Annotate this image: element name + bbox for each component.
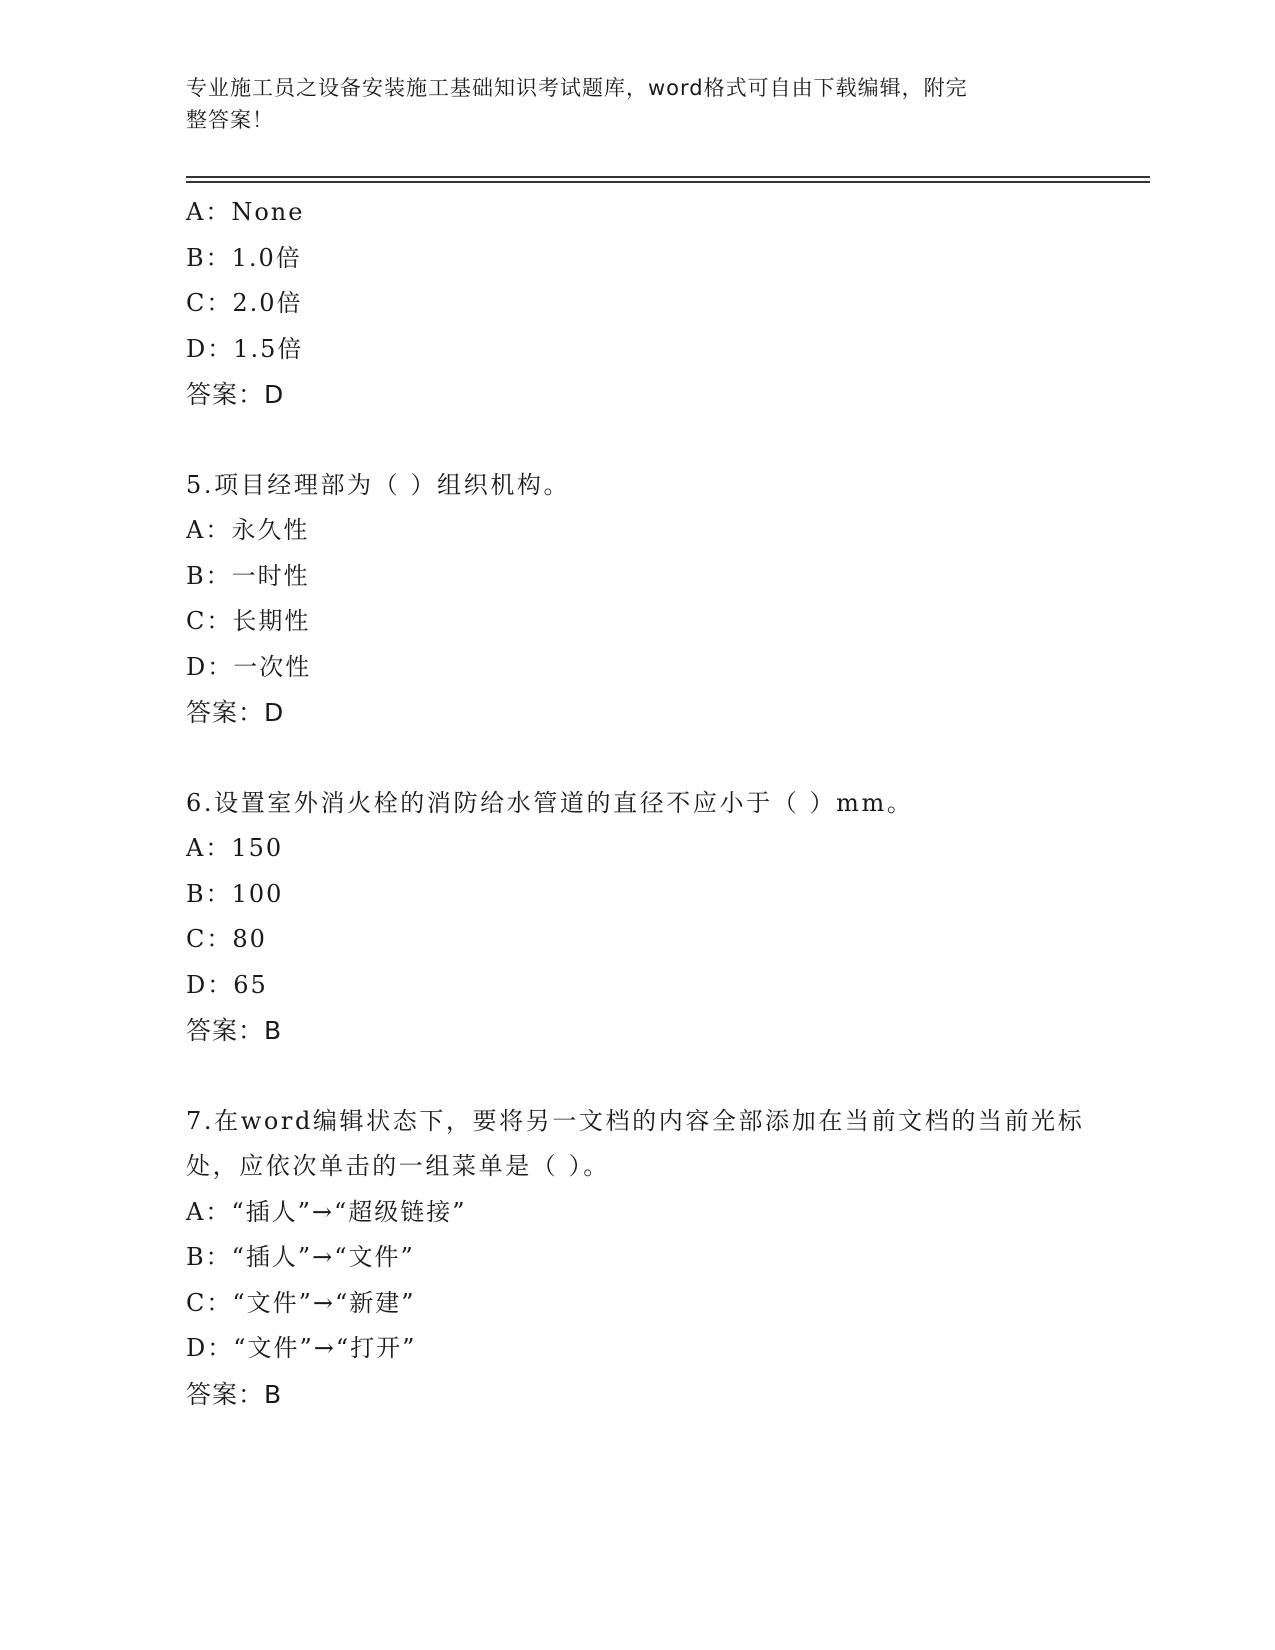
question-text: 6.设置室外消火栓的消防给水管道的直径不应小于（ ）mm。: [186, 788, 914, 817]
header-divider-bottom: [186, 181, 1150, 183]
question-block-6: [186, 781, 1086, 1054]
option-b: B：“插人”→“文件”: [186, 1243, 415, 1271]
option-d: D：65: [186, 970, 268, 999]
document-header: 专业施工员之设备安装施工基础知识考试题库，word格式可自由下载编辑，附完 整答案！: [186, 76, 968, 132]
option-a: A：“插人”→“超级链接”: [186, 1197, 467, 1226]
answer: 答案：D: [186, 380, 285, 409]
answer: 答案：B: [186, 1016, 283, 1045]
question-block-7: [186, 1099, 1086, 1418]
option-b: B：100: [186, 879, 284, 908]
option-b: B：一时性: [186, 561, 310, 590]
option-a: A：永久性: [186, 516, 310, 544]
question-block-5: [186, 463, 1086, 736]
option-d: D：“文件”→“打开”: [186, 1334, 417, 1362]
option-c: C：“文件”→“新建”: [186, 1288, 416, 1317]
option-a: A：None: [186, 198, 305, 226]
question-text: 7.在word编辑状态下，要将另一文档的内容全部添加在当前文档的当前光标处，应依次单击的一组菜单是（ ）。: [186, 1106, 1085, 1180]
answer: 答案：B: [186, 1379, 283, 1409]
option-c: C：2.0倍: [186, 289, 303, 317]
question-text: 5.项目经理部为（ ）组织机构。: [186, 470, 571, 499]
question-block-4-continued: [186, 190, 1086, 418]
option-c: C：长期性: [186, 607, 311, 635]
option-b: B：1.0倍: [186, 243, 302, 272]
answer: 答案：D: [186, 698, 285, 727]
option-d: D：1.5倍: [186, 334, 304, 363]
option-d: D：一次性: [186, 652, 312, 681]
header-divider-top: [186, 176, 1150, 178]
question-list: [186, 190, 1086, 1417]
option-c: C：80: [186, 925, 267, 953]
option-a: A：150: [186, 834, 284, 862]
